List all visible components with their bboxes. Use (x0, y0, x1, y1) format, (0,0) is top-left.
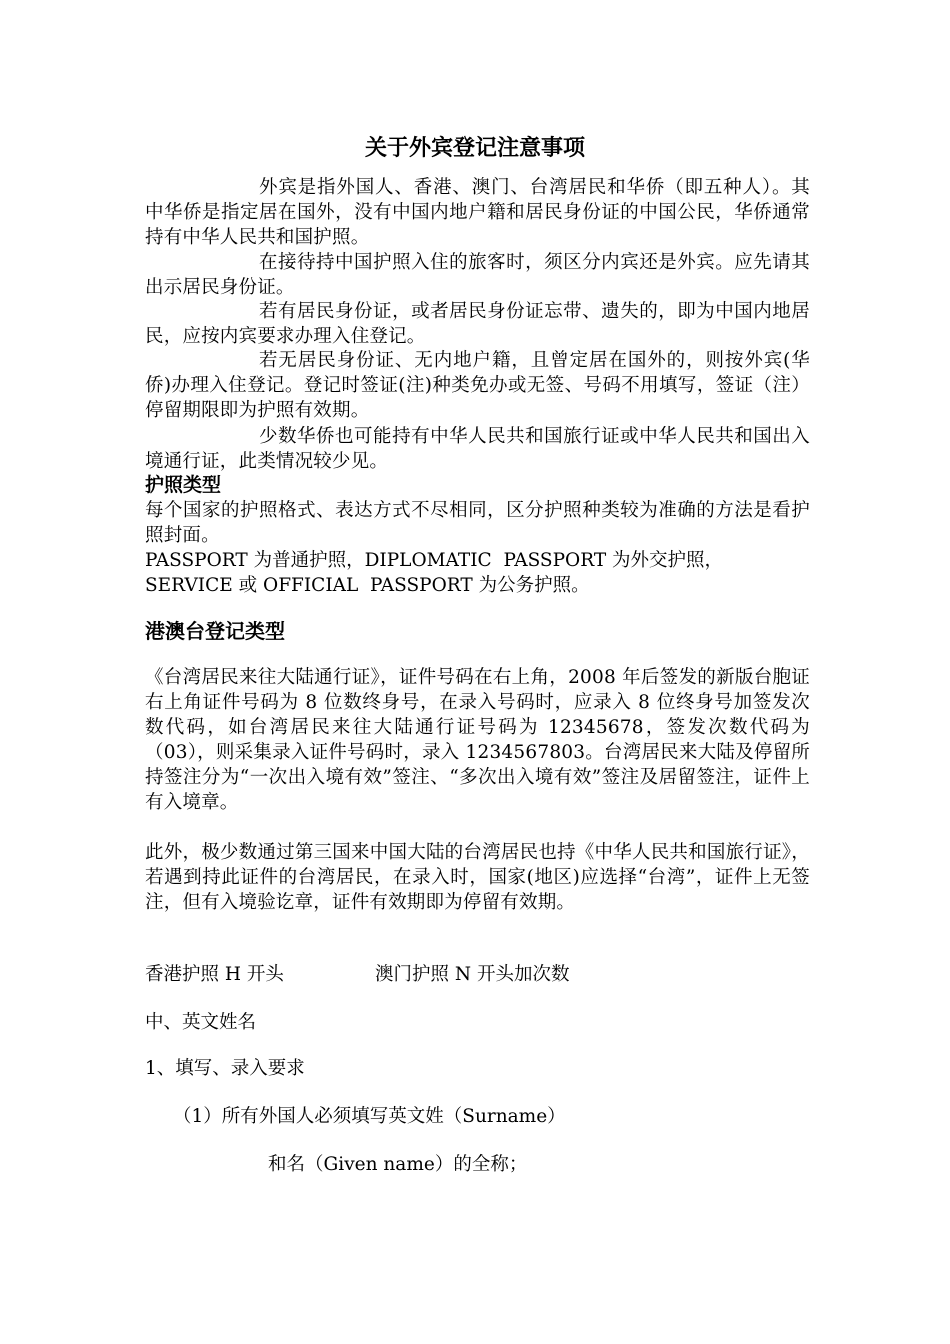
names-subitem-1-continued: 和名（Given name）的全称； (268, 1154, 528, 1175)
intro-paragraph-4: 若无居民身份证、无内地户籍，且曾定居在国外的，则按外宾(华侨)办理入住登记。登记时签证(注)种类免办或无签、号码不用填写，签证（注）停留期限即为护照有效期。 (145, 350, 810, 421)
names-heading: 中、英文姓名 (145, 1012, 257, 1033)
macau-passport-note: 澳门护照 N 开头加次数 (375, 964, 570, 985)
names-item-1: 1、填写、录入要求 (145, 1058, 305, 1079)
passport-types-heading: 护照类型 (145, 474, 222, 496)
passport-types-line-1: PASSPORT 为普通护照，DIPLOMATIC PASSPORT 为外交护照， (145, 550, 724, 571)
intro-paragraph-3: 若有居民身份证，或者居民身份证忘带、遗失的，即为中国内地居民，应按内宾要求办理入住登记。 (145, 301, 810, 347)
intro-paragraph-5: 少数华侨也可能持有中华人民共和国旅行证或中华人民共和国出入境通行证，此类情况较少见。 (145, 426, 810, 472)
intro-paragraph-1: 外宾是指外国人、香港、澳门、台湾居民和华侨（即五种人）。其中华侨是指定居在国外，没有中国内地户籍和居民身份证的中国公民，华侨通常持有中华人民共和国护照。 (145, 177, 810, 248)
taiwan-travel-doc-paragraph: 此外，极少数通过第三国来中国大陆的台湾居民也持《中华人民共和国旅行证》，若遇到持此证件的台湾居民，在录入时，国家(地区)应选择“台湾”，证件上无签注，但有入境验讫章，证件有效期即为停留有效期。 (145, 842, 810, 913)
taiwan-permit-paragraph: 《台湾居民来往大陆通行证》，证件号码在右上角，2008 年后签发的新版台胞证右上角证件号码为 8 位数终身号，在录入号码时，应录入 8 位终身号加签发次数代码，如台湾居民来往大陆通行证号码为 12345678，签发次数代码为（03），则采集录入证件号码时，录入 1234567803。台湾居民来大陆及停留所持签注分为“一次出入境有效”签注、“多次出入境有效”签注及居留签注，证件上有入境章。 (145, 667, 810, 813)
names-subitem-1: （1）所有外国人必须填写英文姓（Surname） (173, 1106, 566, 1127)
passport-types-paragraph: 每个国家的护照格式、表达方式不尽相同，区分护照种类较为准确的方法是看护照封面。 (145, 500, 810, 546)
hk-passport-note: 香港护照 H 开头 (145, 964, 284, 985)
intro-paragraph-2: 在接待持中国护照入住的旅客时，须区分内宾还是外宾。应先请其出示居民身份证。 (145, 252, 810, 298)
document-title: 关于外宾登记注意事项 (364, 135, 585, 161)
hmt-registration-heading: 港澳台登记类型 (145, 619, 285, 643)
passport-types-line-2: SERVICE 或 OFFICIAL PASSPORT 为公务护照。 (145, 575, 590, 596)
